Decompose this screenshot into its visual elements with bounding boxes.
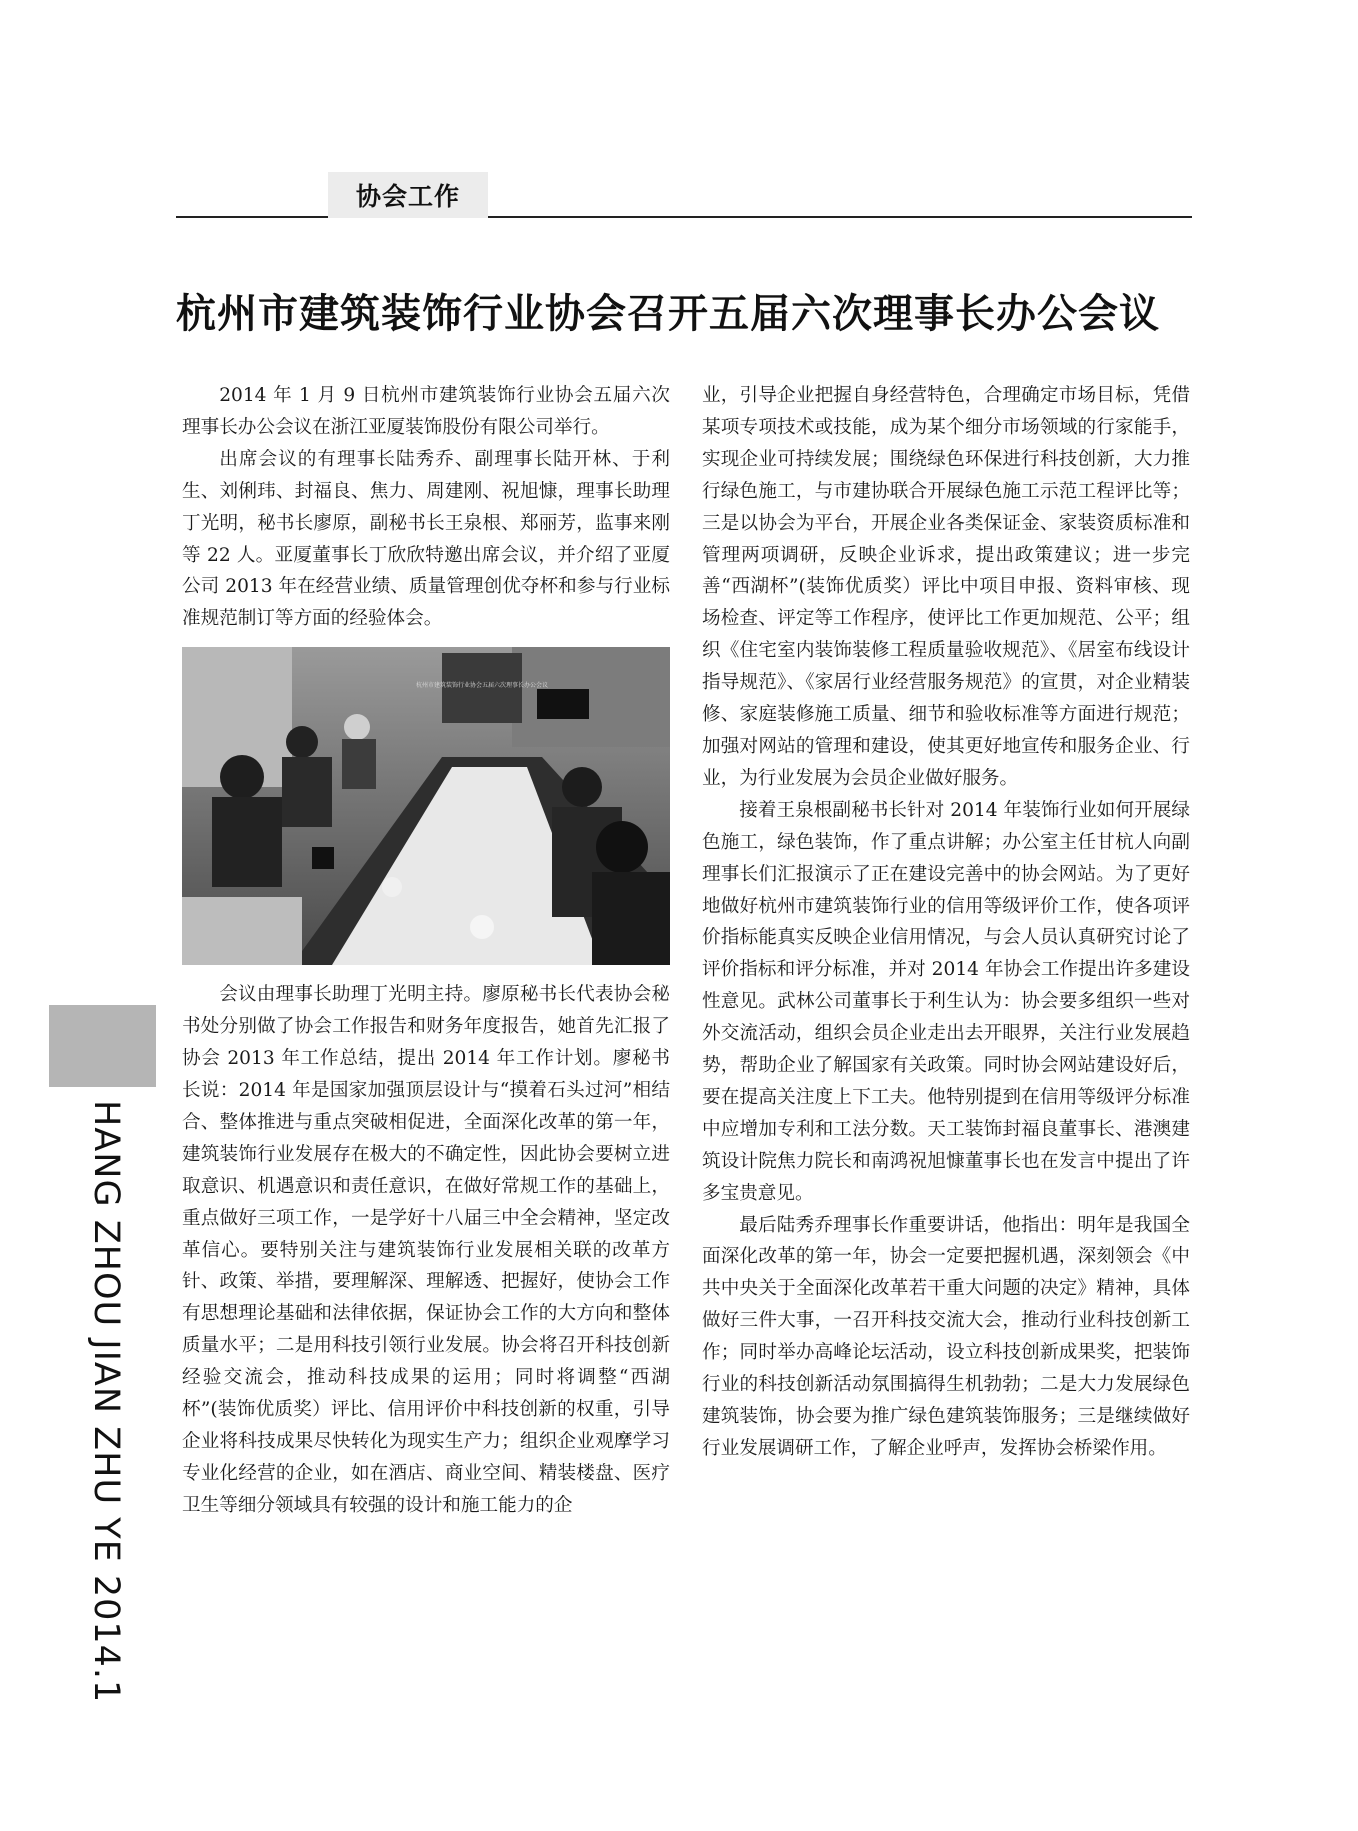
screen-text: 杭州市建筑装饰行业协会五届六次理事长办公会议: [415, 682, 549, 690]
paragraph: 出席会议的有理事长陆秀乔、副理事长陆开林、于利生、刘俐玮、封福良、焦力、周建刚、祝旭慷，理事长助理丁光明，秘书长廖原，副秘书长王泉根、郑丽芳，监事来刚等 22 人。亚厦董事长丁欣欣特邀出席会议，并介绍了亚厦公司 2013 年在经营业绩、质量管理创优夺杯和参与行业标准规范制订等方面的经验体会。: [182, 448, 670, 630]
article-column-left: [182, 380, 670, 1522]
paragraph: 接着王泉根副秘书长针对 2014 年装饰行业如何开展绿色施工，绿色装饰，作了重点讲解；办公室主任甘杭人向副理事长们汇报演示了正在建设完善中的协会网站。为了更好地做好杭州市建筑装饰行业的信用等级评价工作，使各项评价指标能真实反映企业信用情况，与会人员认真研究讨论了评价指标和评分标准，并对 2014 年协会工作提出许多建设性意见。武林公司董事长于利生认为：协会要多组织一些对外交流活动，组织会员企业走出去开眼界，关注行业发展趋势，帮助企业了解国家有关政策。同时协会网站建设好后，要在提高关注度上下工夫。他特别提到在信用等级评分标准中应增加专利和工法分数。天工装饰封福良董事长、港澳建筑设计院焦力院长和南鸿祝旭慷董事长也在发言中提出了许多宝贵意见。: [702, 799, 1190, 1204]
paragraph: 2014 年 1 月 9 日杭州市建筑装饰行业协会五届六次理事长办公会议在浙江亚厦装饰股份有限公司举行。: [182, 385, 670, 438]
paragraph: 最后陆秀乔理事长作重要讲话，他指出：明年是我国全面深化改革的第一年，协会一定要把握机遇，深刻领会《中共中央关于全面深化改革若干重大问题的决定》精神，具体做好三件大事，一召开科技交流大会，推动行业科技创新工作；同时举办高峰论坛活动，设立科技创新成果奖，把装饰行业的科技创新活动氛围搞得生机勃勃；二是大力发展绿色建筑装饰，协会要为推广绿色建筑装饰服务；三是继续做好行业发展调研工作，了解企业呼声，发挥协会桥梁作用。: [702, 1214, 1190, 1459]
header-rule-left: [176, 216, 328, 218]
article-title: 杭州市建筑装饰行业协会召开五届六次理事长办公会议: [176, 290, 1160, 337]
article-column-right: [702, 380, 1190, 1465]
paragraph: 会议由理事长助理丁光明主持。廖原秘书长代表协会秘书处分别做了协会工作报告和财务年度报告，她首先汇报了协会 2013 年工作总结，提出 2014 年工作计划。廖秘书长说：2014 年是国家加强顶层设计与“摸着石头过河”相结合、整体推进与重点突破相促进，全面深化改革的第一年，建筑装饰行业发展存在极大的不确定性，因此协会要树立进取意识、机遇意识和责任意识，在做好常规工作的基础上，重点做好三项工作，一是学好十八届三中全会精神，坚定改革信心。要特别关注与建筑装饰行业发展相关联的改革方针、政策、举措，要理解深、理解透、把握好，使协会工作有思想理论基础和法律依据，保证协会工作的大方向和整体质量水平；二是用科技引领行业发展。协会将召开科技创新经验交流会，推动科技成果的运用；同时将调整“西湖杯”(装饰优质奖）评比、信用评价中科技创新的权重，引导企业将科技成果尽快转化为现实生产力；组织企业观摩学习专业化经营的企业，如在酒店、商业空间、精装楼盘、医疗卫生等细分领域具有较强的设计和施工能力的企: [182, 984, 670, 1516]
header-rule-right: [488, 216, 1192, 218]
meeting-photo: [182, 647, 670, 965]
paragraph: 业，引导企业把握自身经营特色，合理确定市场目标，凭借某项专项技术或技能，成为某个细分市场领域的行家能手，实现企业可持续发展；围绕绿色环保进行科技创新，大力推行绿色施工，与市建协联合开展绿色施工示范工程评比等；三是以协会为平台，开展企业各类保证金、家装资质标准和管理两项调研，反映企业诉求，提出政策建议；进一步完善“西湖杯”(装饰优质奖）评比中项目申报、资料审核、现场检查、评定等工作程序，使评比工作更加规范、公平；组织《住宅室内装饰装修工程质量验收规范》、《居室布线设计指导规范》、《家居行业经营服务规范》的宣贯，对企业精装修、家庭装修施工质量、细节和验收标准等方面进行规范；加强对网站的管理和建设，使其更好地宣传和服务企业、行业，为行业发展为会员企业做好服务。: [702, 385, 1190, 789]
journal-vertical-label: HANG ZHOU JIAN ZHU YE 2014.1: [86, 1100, 126, 1704]
sidebar-gray-block: [49, 1005, 156, 1087]
section-label: 协会工作: [328, 172, 488, 218]
section-header: [176, 172, 1192, 222]
